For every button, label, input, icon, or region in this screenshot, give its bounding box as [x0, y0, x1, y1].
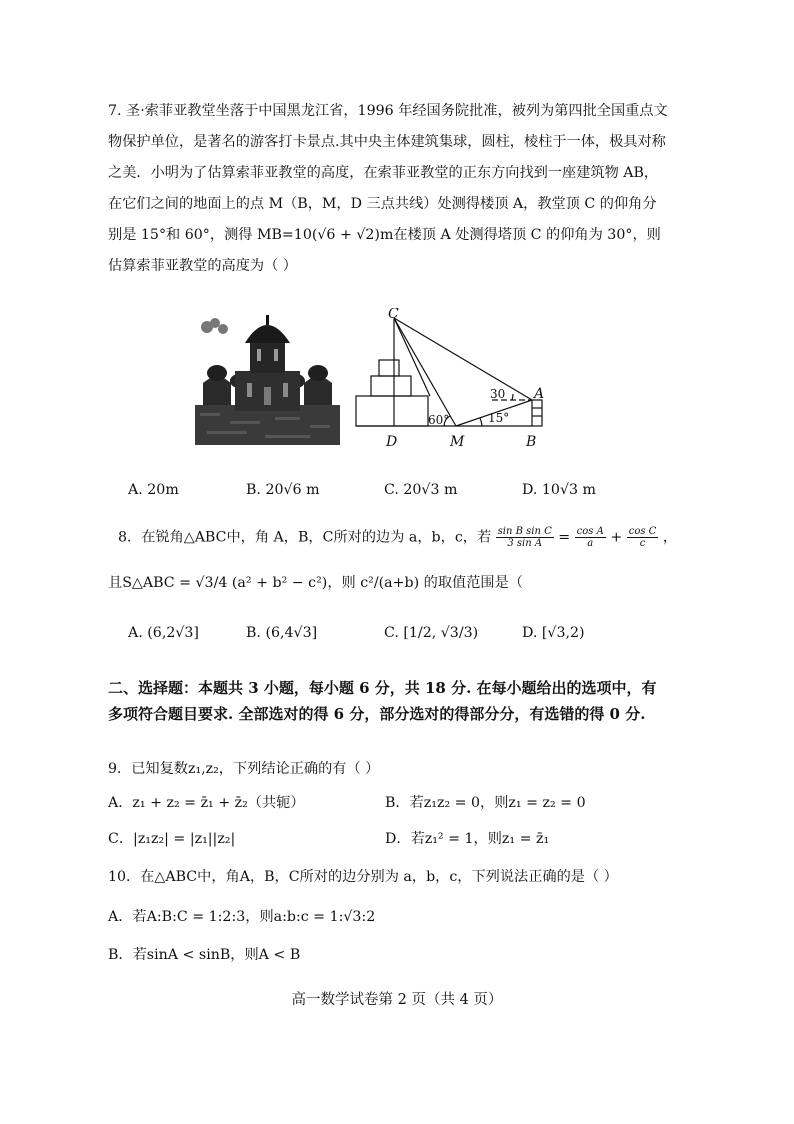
q8-frac3 — [627, 526, 659, 549]
q8-frac1-den: 3 sin A — [507, 538, 543, 549]
q8-eq: = — [558, 529, 571, 546]
question-8-line2: 且S△ABC = √3/4 (a² + b² − c²)，则 c²/(a+b) 的取值范围是（ — [108, 575, 523, 591]
angle-60: 60° — [428, 413, 450, 427]
q8-frac2-den: a — [587, 538, 594, 549]
q7-option-a[interactable]: A. 20m — [128, 482, 179, 498]
q8-plus: + — [610, 529, 623, 546]
question-7-options — [128, 482, 648, 498]
angle-15: 15° — [488, 411, 510, 425]
label-a: A — [534, 386, 545, 402]
geometry-diagram — [352, 308, 547, 456]
q8-frac2 — [575, 526, 606, 549]
cathedral-photo — [195, 313, 340, 445]
question-10-stem: 10．在△ABC中，角A，B，C所对的边分别为 a，b，c，下列说法正确的是（ ） — [108, 869, 618, 885]
q7-option-d[interactable]: D. 10√3 m — [522, 482, 596, 498]
question-8-options — [128, 625, 648, 641]
q8-option-c[interactable]: C. [1/2, √3/3) — [384, 625, 479, 641]
label-m: M — [450, 434, 465, 450]
q9-option-d[interactable]: D．若z₁² = 1，则z₁ = z̄₁ — [385, 831, 550, 847]
q8-frac1-num: sin B sin C — [497, 526, 552, 537]
q9-option-a[interactable]: A．z₁ + z₂ = z̄₁ + z̄₂（共轭） — [108, 795, 305, 811]
label-d: D — [386, 434, 398, 450]
q7-option-b[interactable]: B. 20√6 m — [246, 482, 320, 498]
question-7-text: 7. 圣·索菲亚教堂坐落于中国黑龙江省，1996 年经国务院批准，被列为第四批全国重点文物保护单位，是著名的游客打卡景点.其中央主体建筑集球，圆柱，棱柱于一体，极具对称之美．小明为了估算索菲亚教堂的高度，在索菲亚教堂的正东方向找到一座建筑物 AB，在它们之间的地面上的点 M（B，M，D 三点共线）处测得楼顶 A，教堂顶 C 的仰角分别是 15°和 60°，测得 MB=10(√6 + √2)m在楼顶 A 处测得塔顶 C 的仰角为 30°，则估算索菲亚教堂的高度为（ ） — [108, 103, 668, 274]
q8-frac2-num: cos A — [576, 526, 604, 537]
question-9-stem: 9．已知复数z₁,z₂，下列结论正确的有（ ） — [108, 761, 380, 777]
section-2-header: 二、选择题：本题共 3 小题，每小题 6 分，共 18 分. 在每小题给出的选项中，有多项符合题目要求. 全部选对的得 6 分，部分选对的得部分分，有选错的得 0 分. — [108, 679, 657, 723]
q8-option-a[interactable]: A. (6,2√3] — [128, 625, 199, 641]
q8-option-b[interactable]: B. (6,4√3] — [246, 625, 318, 641]
label-c: C — [388, 308, 399, 322]
question-8-line1 — [118, 526, 677, 549]
q8-frac3-num: cos C — [628, 526, 657, 537]
q7-option-c[interactable]: C. 20√3 m — [384, 482, 458, 498]
q8-option-d[interactable]: D. [√3,2) — [522, 625, 585, 641]
q8-frac1 — [496, 526, 554, 549]
q8-frac3-den: c — [639, 538, 646, 549]
q8-line1-prefix: 8．在锐角△ABC中，角 A，B，C所对的边为 a，b，c，若 — [118, 529, 492, 546]
q8-line1-suffix: ， — [662, 529, 678, 546]
label-b: B — [526, 434, 537, 450]
page-footer: 高一数学试卷第 2 页（共 4 页） — [291, 992, 503, 1008]
q9-option-b[interactable]: B．若z₁z₂ = 0，则z₁ = z₂ = 0 — [385, 795, 586, 811]
angle-30: 30 — [490, 387, 506, 401]
q9-option-c[interactable]: C．|z₁z₂| = |z₁||z₂| — [108, 831, 236, 847]
q10-option-a[interactable]: A．若A:B:C = 1:2:3，则a:b:c = 1:√3:2 — [108, 909, 376, 925]
question-7 — [108, 96, 670, 282]
q10-option-b[interactable]: B．若sinA < sinB，则A < B — [108, 947, 301, 963]
